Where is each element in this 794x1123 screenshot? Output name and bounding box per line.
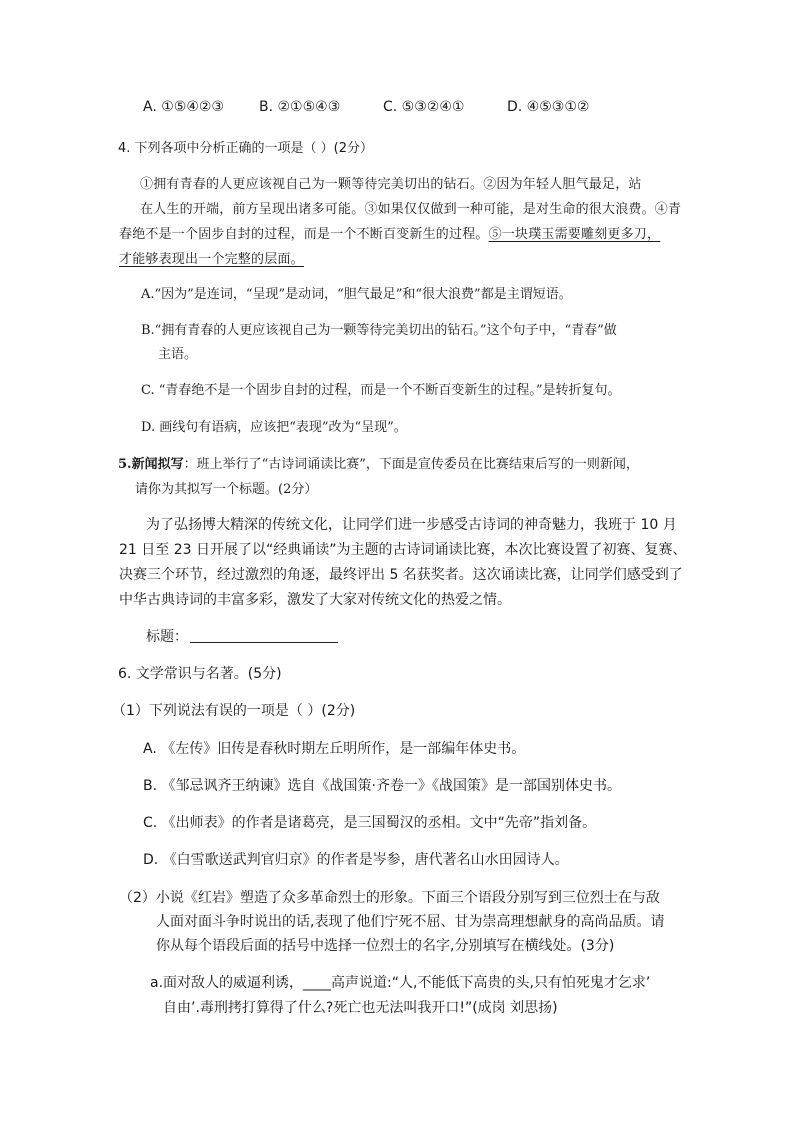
sub2-line: 你从每个语段后面的括号中选择一位烈士的名字,分别填写在横线处。(3分) — [156, 938, 615, 954]
q5-news — [119, 513, 686, 613]
q4-option-b-cont: 主语。 — [158, 347, 198, 362]
q4-passage-line — [119, 247, 681, 272]
underlined-sentence: ⑤一块璞玉需要雕刻更多刀， — [488, 227, 661, 242]
q6-sub1-option-b: B. 《邹忌讽齐王纳谏》选自《战国策·齐卷一》《战国策》是一部国别体史书。 — [143, 778, 621, 794]
q5-title-row — [146, 626, 338, 646]
q4-passage-line: 春绝不是一个固步自封的过程，而是一个不断百变新生的过程。⑤一块璞玉需要雕刻更多刀， — [119, 227, 661, 242]
q4-passage-line: 在人生的开端，前方呈现出诸多可能。③如果仅仅做到一种可能，是对生命的很大浪费。④青 — [140, 202, 682, 217]
news-line: 中华古典诗词的丰富多彩，激发了大家对传统文化的热爱之情。 — [119, 592, 511, 608]
q5-label: 5.新闻拟写 — [118, 457, 184, 472]
q6-sub1-option-c: C. 《出师表》的作者是诸葛亮，是三国蜀汉的丞相。文中“先帝”指刘备。 — [143, 815, 597, 831]
q5-stem: 5.新闻拟写：班上举行了“古诗词诵读比赛”，下面是宣传委员在比赛结束后写的一则新闻， 请你为其拟写一个标题。(2分） — [118, 457, 639, 497]
q6-sub2-a — [150, 971, 650, 1021]
news-line: 决赛三个环节，经过激烈的角逐，最终评出 5 名获奖者。这次诵读比赛，让同学们感受到了 — [119, 567, 683, 583]
q3-option-a: A. ①⑤④②③ — [143, 99, 224, 115]
q4-option-c: C. “青春绝不是一个固步自封的过程，而是一个不断百变新生的过程。”是转折复句。 — [141, 383, 621, 398]
q6-sub1-option-d: D. 《白雪歌送武判官归京》的作者是岑参，唐代著名山水田园诗人。 — [143, 852, 569, 868]
q3-option-c: C. ⑤③②④① — [383, 99, 465, 115]
q6-sub2 — [119, 886, 664, 958]
q4-passage-line: ①拥有青春的人更应该视自己为一颗等待完美切出的钻石。②因为年轻人胆气最足，站 — [140, 177, 642, 192]
q3-option-b: B. ②①⑤④③ — [259, 99, 341, 115]
q4-option-a: A.“因为”是连词，“呈现”是动词，“胆气最足”和“很大浪费”都是主谓短语。 — [141, 287, 572, 302]
title-blank[interactable] — [190, 628, 338, 643]
q3-option-d: D. ④⑤③①② — [507, 99, 590, 115]
underlined-sentence-cont: 才能够表现出一个完整的层面。 — [119, 252, 304, 267]
q4-stem: 4. 下列各项中分析正确的一项是（ ）(2分） — [118, 141, 374, 156]
q6-stem: 6. 文学常识与名著。(5分) — [118, 666, 282, 682]
q6-sub1: （1）下列说法有误的一项是（ ）(2分) — [112, 703, 356, 719]
sub2-line: （2）小说《红岩》塑造了众多革命烈士的形象。下面三个语段分别写到三位烈士在与敌 — [119, 890, 660, 906]
news-line: 21 日至 23 日开展了以“经典诵读”为主题的古诗词诵读比赛，本次比赛设置了初赛、复赛、 — [119, 542, 687, 558]
title-label: 标题： — [146, 629, 188, 645]
news-line: 为了弘扬博大精深的传统文化，让同学们进一步感受古诗词的神奇魅力，我班于 10 月 — [146, 517, 677, 533]
sub2-a-line: 自由’.毒刑拷打算得了什么?死亡也无法叫我开口!”(成岗 刘思扬) — [163, 1000, 558, 1016]
q4-passage — [119, 172, 682, 272]
q4-option-d: D. 画线句有语病，应该把“表现”改为“呈现”。 — [141, 420, 407, 435]
sub2-a-line: a.面对敌人的威逼利诱，____高声说道:“人,不能低下高贵的头,只有怕死鬼才乞求’ — [150, 975, 651, 991]
sub2-line: 人面对面斗争时说出的话,表现了他们宁死不屈、甘为崇高理想献身的高尚品质。请 — [156, 914, 665, 930]
q4-option-b: B.“拥有青春的人更应该视自己为一颗等待完美切出的钻石。”这个句子中，“青春”做 — [141, 323, 617, 338]
q6-sub1-option-a: A. 《左传》旧传是春秋时期左丘明所作，是一部编年体史书。 — [143, 741, 526, 757]
